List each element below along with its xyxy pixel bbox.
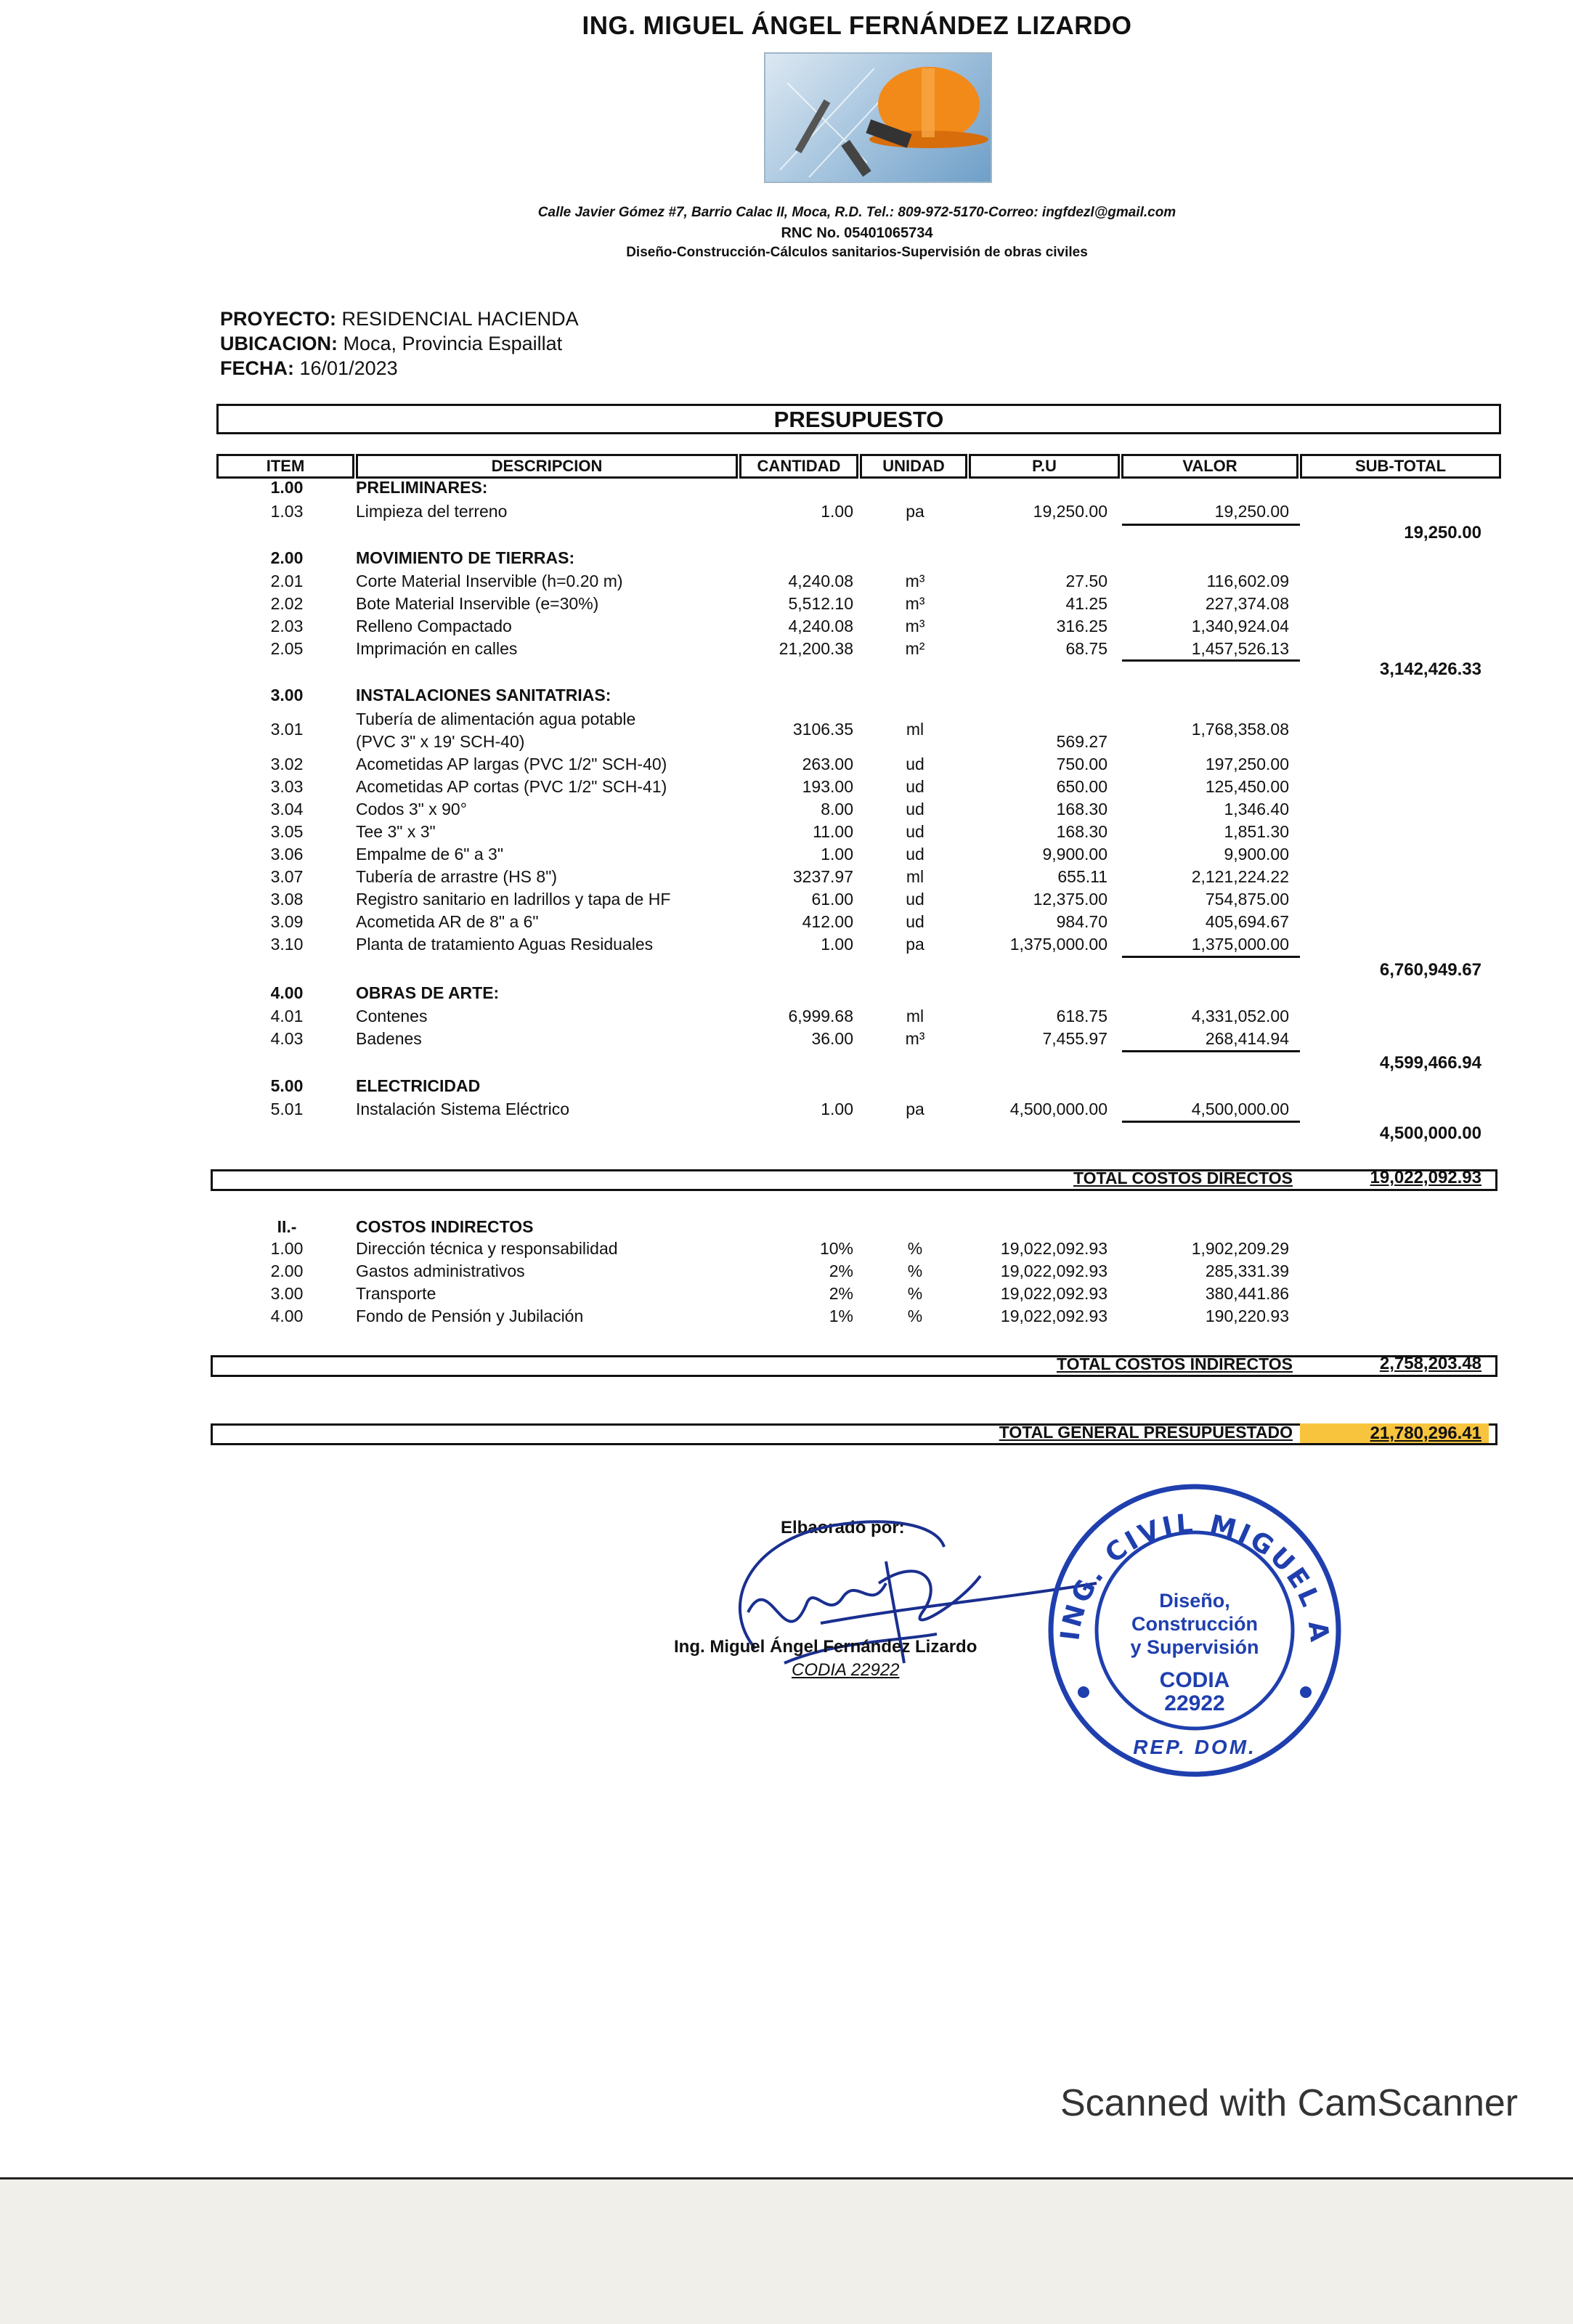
valor-underline	[1122, 524, 1300, 526]
date-line: FECHA: 16/01/2023	[220, 357, 398, 379]
section-subtotal: 19,250.00	[1404, 523, 1481, 543]
valor-underline	[1122, 659, 1300, 662]
company-title: ING. MIGUEL ÁNGEL FERNÁNDEZ LIZARDO	[582, 12, 1132, 40]
table-row: 2.01 Corte Material Inservible (h=0.20 m) 4,240.08 m³ 27.50 116,602.09	[270, 572, 1289, 590]
total-indirectos-label: TOTAL COSTOS INDIRECTOS	[1056, 1354, 1293, 1373]
section-subtotal: 3,142,426.33	[1379, 659, 1481, 679]
section-header: 3.00 INSTALACIONES SANITATRIAS:	[270, 686, 611, 704]
contact-line: Calle Javier Gómez #7, Barrio Calac II, Moca, R.D. Tel.: 809-972-5170-Correo: ingfdezl@gmail.com	[537, 205, 1176, 220]
blueprint-icon	[765, 54, 991, 182]
table-row: 3.10 Planta de tratamiento Aguas Residuales 1.00 pa 1,375,000.00 1,375,000.00	[270, 935, 1289, 954]
col-header-descripcion: DESCRIPCION	[356, 454, 738, 479]
table-row-line1: Tubería de alimentación agua potable	[356, 710, 636, 728]
rnc-number: RNC No. 05401065734	[781, 225, 933, 241]
col-header-unidad: UNIDAD	[860, 454, 967, 479]
total-general-value: 21,780,296.41	[1300, 1423, 1489, 1443]
col-header-cantidad: CANTIDAD	[739, 454, 858, 479]
table-row: 1.03 Limpieza del terreno 1.00 pa 19,250.00 19,250.00	[270, 502, 1289, 521]
company-logo	[764, 52, 992, 183]
table-row: 3.01 3106.35 ml 1,768,358.08	[270, 720, 1289, 739]
valor-underline	[1122, 1121, 1300, 1123]
table-row: 2.05 Imprimación en calles 21,200.38 m² 68.75 1,457,526.13	[270, 639, 1289, 658]
table-row: 3.05 Tee 3" x 3" 11.00 ud 168.30 1,851.30	[270, 822, 1289, 841]
col-header-pu: P.U	[969, 454, 1120, 479]
services-line: Diseño-Construcción-Cálculos sanitarios-Supervisión de obras civiles	[626, 245, 1088, 260]
table-row: 3.02 Acometidas AP largas (PVC 1/2" SCH-40) 263.00 ud 750.00 197,250.00	[270, 755, 1289, 773]
section-header: 5.00 ELECTRICIDAD	[270, 1076, 481, 1095]
section-header: 4.00 OBRAS DE ARTE:	[270, 983, 500, 1002]
table-row: 1.00 Dirección técnica y responsabilidad 10% % 19,022,092.93 1,902,209.29	[270, 1239, 1289, 1258]
scan-bottom-edge	[0, 2177, 1573, 2324]
total-directos-label: TOTAL COSTOS DIRECTOS	[1073, 1169, 1293, 1187]
section-subtotal: 4,599,466.94	[1379, 1053, 1481, 1073]
table-row-line2: (PVC 3" x 19' SCH-40) 569.27	[356, 732, 1107, 751]
table-row: 4.03 Badenes 36.00 m³ 7,455.97 268,414.94	[270, 1029, 1289, 1048]
stamp-center-text: Diseño, Construcción y Supervisión CODIA 22922	[1130, 1590, 1259, 1715]
total-general-label: TOTAL GENERAL PRESUPUESTADO	[999, 1423, 1293, 1442]
table-row: 3.04 Codos 3" x 90° 8.00 ud 168.30 1,346.40	[270, 800, 1289, 818]
total-indirectos-value: 2,758,203.48	[1379, 1354, 1481, 1373]
table-row: 3.09 Acometida AR de 8" a 6" 412.00 ud 984.70 405,694.67	[270, 912, 1289, 931]
col-header-subtotal: SUB-TOTAL	[1300, 454, 1501, 479]
location-line: UBICACION: Moca, Provincia Espaillat	[220, 333, 563, 354]
table-row: 3.00 Transporte 2% % 19,022,092.93 380,441.86	[270, 1284, 1289, 1303]
table-row: 2.00 Gastos administrativos 2% % 19,022,092.93 285,331.39	[270, 1261, 1289, 1280]
section-subtotal: 6,760,949.67	[1379, 960, 1481, 980]
table-row: 3.08 Registro sanitario en ladrillos y tapa de HF 61.00 ud 12,375.00 754,875.00	[270, 890, 1289, 909]
table-row: 3.06 Empalme de 6" a 3" 1.00 ud 9,900.00 9,900.00	[270, 845, 1289, 864]
valor-underline	[1122, 956, 1300, 958]
total-directos-value: 19,022,092.93	[1370, 1168, 1481, 1187]
table-row: 2.02 Bote Material Inservible (e=30%) 5,512.10 m³ 41.25 227,374.08	[270, 594, 1289, 613]
project-line: PROYECTO: RESIDENCIAL HACIENDA	[220, 308, 579, 330]
table-row: 4.00 Fondo de Pensión y Jubilación 1% % 19,022,092.93 190,220.93	[270, 1307, 1289, 1325]
col-header-item: ITEM	[216, 454, 354, 479]
table-row: 3.03 Acometidas AP cortas (PVC 1/2" SCH-41) 193.00 ud 650.00 125,450.00	[270, 777, 1289, 796]
stamp-bottom-text: REP. DOM.	[1133, 1736, 1256, 1758]
section-header: 2.00 MOVIMIENTO DE TIERRAS:	[270, 548, 575, 567]
col-header-valor: VALOR	[1121, 454, 1298, 479]
section-header: 1.00 PRELIMINARES:	[270, 478, 488, 497]
camscanner-watermark: Scanned with CamScanner	[1060, 2082, 1519, 2124]
elaborado-label: Elbaorado por:	[781, 1518, 905, 1537]
signer-codia: CODIA 22922	[792, 1660, 900, 1680]
section-subtotal: 4,500,000.00	[1379, 1124, 1481, 1143]
svg-text:ING. CIVIL MIGUEL ANGEL FERNAN: ING. CIVIL MIGUEL A	[1055, 1508, 1335, 1646]
budget-title: PRESUPUESTO	[216, 404, 1501, 434]
table-row: 5.01 Instalación Sistema Eléctrico 1.00 pa 4,500,000.00 4,500,000.00	[270, 1100, 1289, 1118]
table-row: 4.01 Contenes 6,999.68 ml 618.75 4,331,052.00	[270, 1007, 1289, 1025]
valor-underline	[1122, 1050, 1300, 1052]
table-row: 3.07 Tubería de arrastre (HS 8") 3237.97 ml 655.11 2,121,224.22	[270, 867, 1289, 886]
table-row: 2.03 Relleno Compactado 4,240.08 m³ 316.25 1,340,924.04	[270, 617, 1289, 635]
professional-stamp	[1046, 1482, 1344, 1779]
section-header: II.- COSTOS INDIRECTOS	[277, 1217, 534, 1236]
signer-name: Ing. Miguel Ángel Fernández Lizardo	[674, 1637, 977, 1657]
